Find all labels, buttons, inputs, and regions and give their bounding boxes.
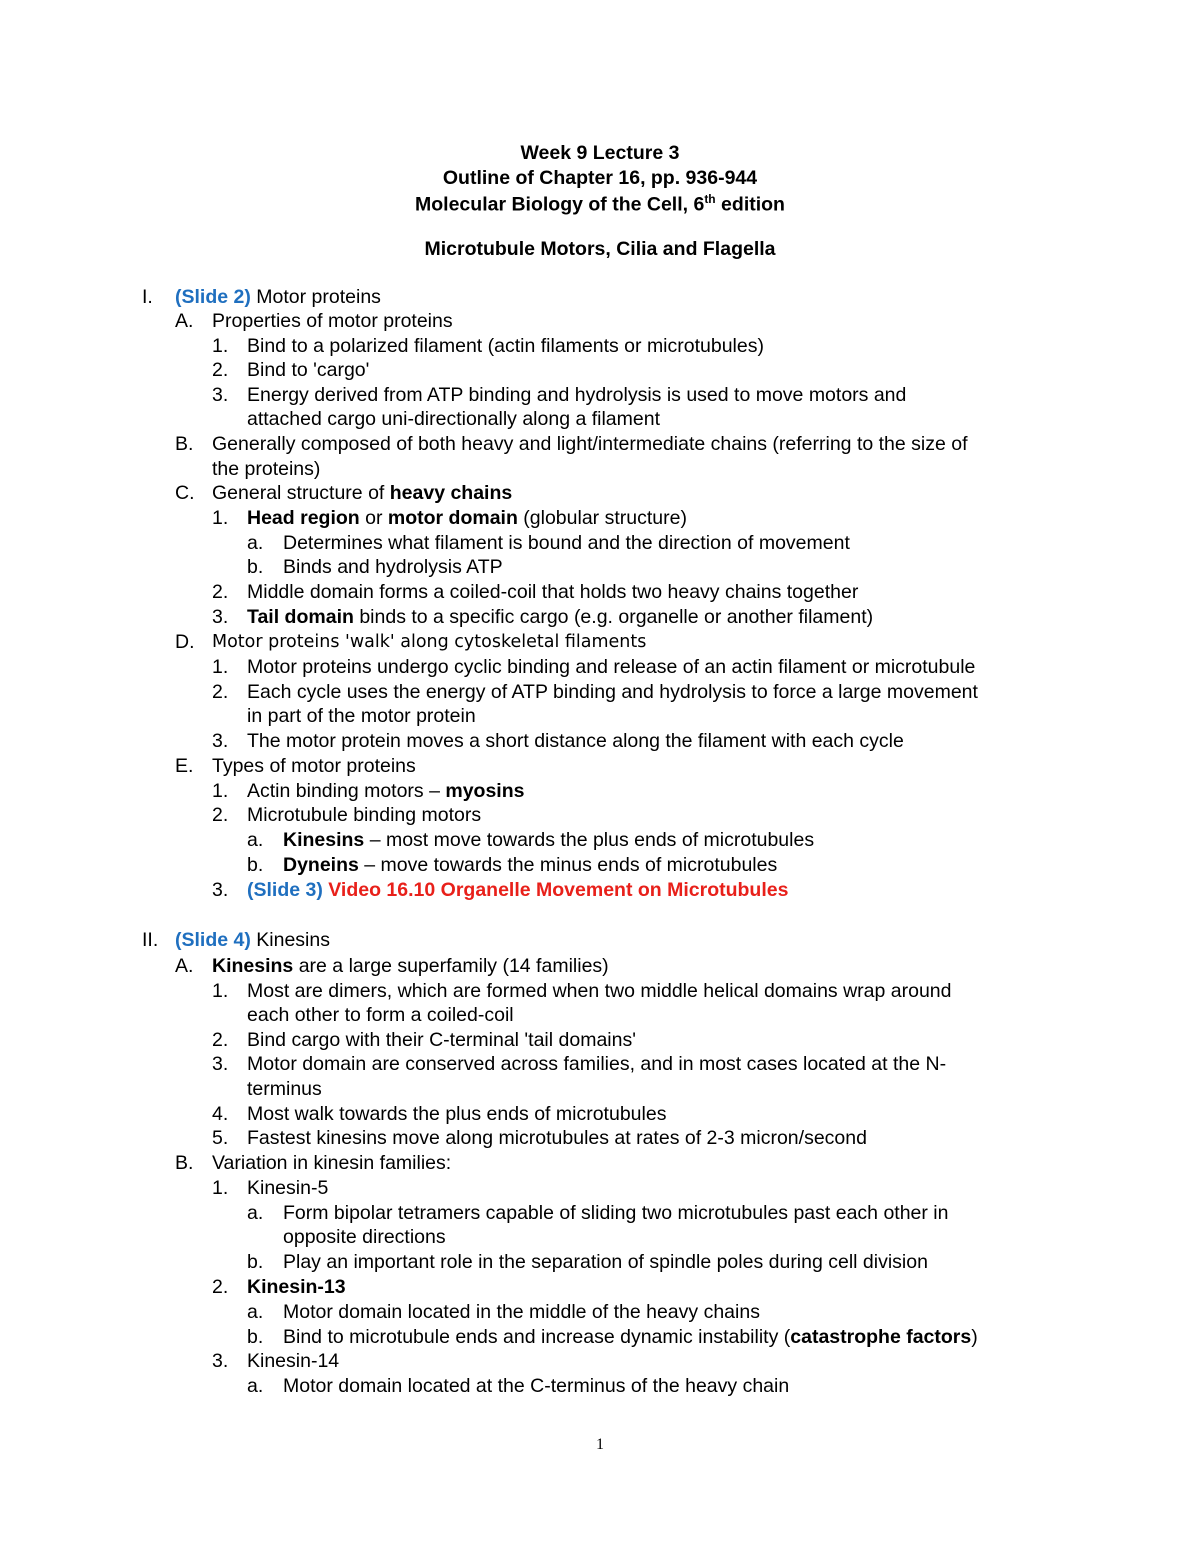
outline-item: Motor domain located at the C-terminus of the heavy chain xyxy=(283,1375,790,1397)
outline-item: Generally composed of both heavy and light/intermediate chains (referring to the size of xyxy=(212,433,968,455)
outline-item: Kinesin-5 xyxy=(247,1177,329,1199)
outline-item-continued: each other to form a coiled-coil xyxy=(247,1004,514,1026)
book-title: Molecular Biology of the Cell, 6th edition xyxy=(415,192,785,216)
outline-marker: 3. xyxy=(212,879,229,901)
outline-marker: 2. xyxy=(212,1276,229,1298)
outline-marker: 2. xyxy=(212,681,229,703)
outline-item: Bind to 'cargo' xyxy=(247,359,370,381)
outline-item: Middle domain forms a coiled-coil that holds two heavy chains together xyxy=(247,581,859,603)
outline-marker: 1. xyxy=(212,656,229,678)
outline-item: Motor domain are conserved across families, and in most cases located at the N- xyxy=(247,1053,947,1075)
video-title: Video 16.10 Organelle Movement on Microtubules xyxy=(322,879,789,901)
outline-item: Tail domain binds to a specific cargo (e.g. organelle or another filament) xyxy=(247,606,874,628)
outline-marker: B. xyxy=(175,1152,194,1174)
outline-marker: 3. xyxy=(212,1053,229,1075)
outline-item: Bind to a polarized filament (actin filaments or microtubules) xyxy=(247,335,764,357)
outline-marker: 1. xyxy=(212,335,229,357)
outline-item: Bind to microtubule ends and increase dynamic instability (catastrophe factors) xyxy=(283,1326,978,1348)
outline-marker: a. xyxy=(247,532,264,554)
outline-marker: 1. xyxy=(212,980,229,1002)
outline-marker: 5. xyxy=(212,1127,229,1149)
outline-marker: 3. xyxy=(212,384,229,406)
outline-item: Energy derived from ATP binding and hydrolysis is used to move motors and xyxy=(247,384,907,406)
outline-marker: D. xyxy=(175,631,195,653)
outline-marker: 2. xyxy=(212,804,229,826)
outline-marker: 1. xyxy=(212,1177,229,1199)
outline-item: Properties of motor proteins xyxy=(212,310,453,332)
outline-item: Most are dimers, which are formed when two middle helical domains wrap around xyxy=(247,980,952,1002)
outline-item: General structure of heavy chains xyxy=(212,482,513,504)
outline-marker: E. xyxy=(175,755,194,777)
outline-marker: 4. xyxy=(212,1103,229,1125)
outline-item: Motor proteins 'walk' along cytoskeletal filaments xyxy=(212,632,647,652)
slide-reference: (Slide 4) xyxy=(175,929,251,951)
outline-marker: B. xyxy=(175,433,194,455)
outline-marker: 2. xyxy=(212,1029,229,1051)
outline-item: Fastest kinesins move along microtubules at rates of 2-3 micron/second xyxy=(247,1127,867,1149)
outline-marker: b. xyxy=(247,556,264,578)
outline-marker: b. xyxy=(247,1326,264,1348)
outline-item: Motor proteins undergo cyclic binding and release of an actin filament or microtubule xyxy=(247,656,976,678)
outline-item-continued: opposite directions xyxy=(283,1226,446,1248)
outline-item: Motor domain located in the middle of the heavy chains xyxy=(283,1301,760,1323)
outline-item: Form bipolar tetramers capable of sliding two microtubules past each other in xyxy=(283,1202,949,1224)
outline-item: Binds and hydrolysis ATP xyxy=(283,556,503,578)
outline-item: Kinesin-14 xyxy=(247,1350,340,1372)
outline-item: Kinesins – most move towards the plus ends of microtubules xyxy=(283,829,815,851)
outline-marker: a. xyxy=(247,1301,264,1323)
outline-marker: C. xyxy=(175,482,195,504)
section-marker: I. xyxy=(142,286,153,308)
outline-marker: 1. xyxy=(212,507,229,529)
video-reference xyxy=(247,878,788,902)
outline-item: Kinesin-13 xyxy=(247,1276,346,1298)
outline-item: Dyneins – move towards the minus ends of microtubules xyxy=(283,854,778,876)
outline-item: Head region or motor domain (globular structure) xyxy=(247,507,687,529)
outline-item: Each cycle uses the energy of ATP binding and hydrolysis to force a large movement xyxy=(247,681,978,703)
outline-marker: 3. xyxy=(212,730,229,752)
outline-item: Play an important role in the separation of spindle poles during cell division xyxy=(283,1251,928,1273)
outline-marker: A. xyxy=(175,310,194,332)
outline-item-continued: terminus xyxy=(247,1078,322,1100)
page-number: 1 xyxy=(596,1436,604,1453)
slide-reference: (Slide 3) xyxy=(247,879,323,901)
section-heading: (Slide 4) Kinesins xyxy=(175,929,330,951)
outline-item: Variation in kinesin families: xyxy=(212,1152,452,1174)
outline-marker: 2. xyxy=(212,581,229,603)
topic-title: Microtubule Motors, Cilia and Flagella xyxy=(424,238,776,260)
outline-item: Kinesins are a large superfamily (14 families) xyxy=(212,955,609,977)
outline-marker: a. xyxy=(247,1375,264,1397)
outline-item: Determines what filament is bound and the direction of movement xyxy=(283,532,850,554)
outline-item: The motor protein moves a short distance along the filament with each cycle xyxy=(247,730,904,752)
outline-marker: A. xyxy=(175,955,194,977)
section-marker: II. xyxy=(142,929,159,951)
outline-marker: 2. xyxy=(212,359,229,381)
outline-marker: 3. xyxy=(212,606,229,628)
outline-marker: b. xyxy=(247,854,264,876)
outline-marker: 1. xyxy=(212,780,229,802)
outline-marker: b. xyxy=(247,1251,264,1273)
outline-item: Microtubule binding motors xyxy=(247,804,482,826)
outline-item: Types of motor proteins xyxy=(212,755,416,777)
outline-marker: a. xyxy=(247,829,264,851)
slide-reference: (Slide 2) xyxy=(175,286,251,308)
outline-item-continued: the proteins) xyxy=(212,458,321,480)
section-heading: (Slide 2) Motor proteins xyxy=(175,286,381,308)
outline-marker: 3. xyxy=(212,1350,229,1372)
lecture-title: Week 9 Lecture 3 xyxy=(520,142,680,164)
outline-item-continued: attached cargo uni-directionally along a filament xyxy=(247,408,660,430)
outline-marker: a. xyxy=(247,1202,264,1224)
outline-item: Bind cargo with their C-terminal 'tail domains' xyxy=(247,1029,636,1051)
outline-item-continued: in part of the motor protein xyxy=(247,705,476,727)
outline-item: Actin binding motors – myosins xyxy=(247,780,525,802)
outline-item: Most walk towards the plus ends of microtubules xyxy=(247,1103,667,1125)
chapter-outline: Outline of Chapter 16, pp. 936-944 xyxy=(442,167,758,189)
